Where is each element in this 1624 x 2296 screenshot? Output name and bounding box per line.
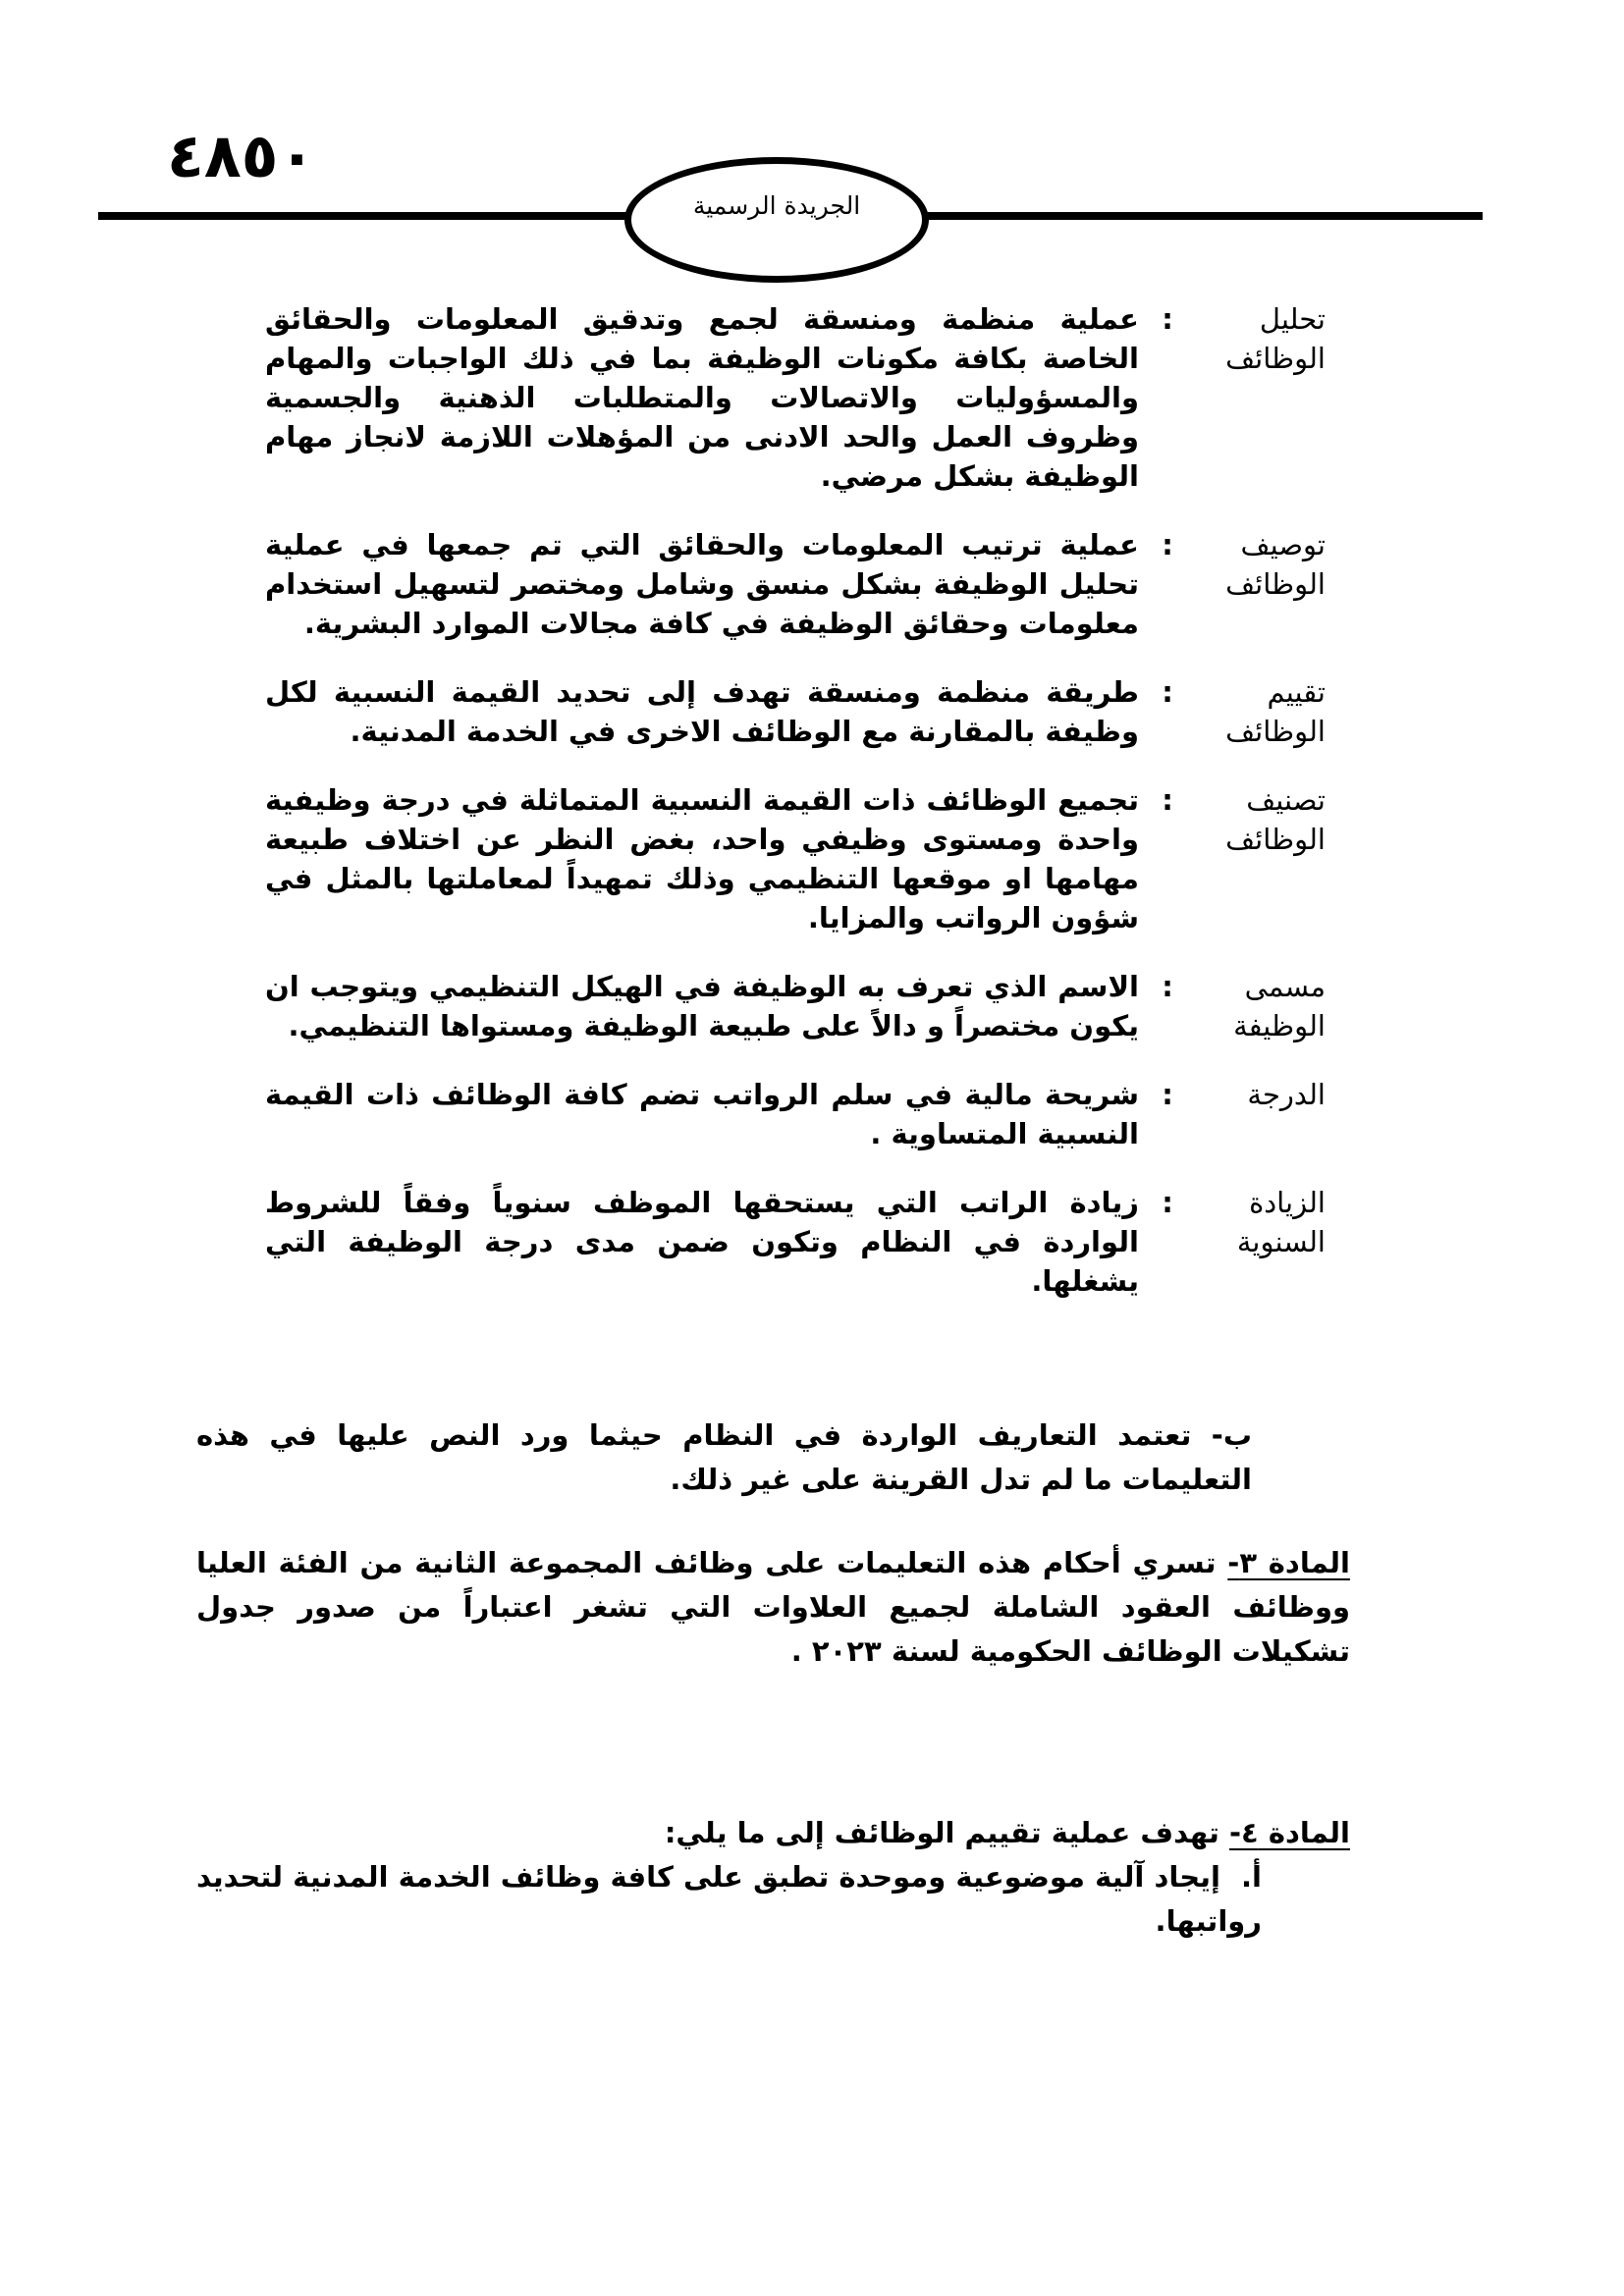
definition-row bbox=[265, 525, 1326, 643]
definition-separator: : bbox=[1162, 528, 1173, 561]
definitions-list bbox=[265, 299, 1326, 1330]
definition-separator: : bbox=[1162, 783, 1173, 817]
header-oval bbox=[624, 157, 929, 283]
definition-term: تصنيف الوظائف bbox=[1225, 783, 1326, 856]
definition-text: طريقة منظمة ومنسقة تهدف إلى تحديد القيمة النسبية لكل وظيفة بالمقارنة مع الوظائف الاخرى في الخدمة المدنية. bbox=[265, 675, 1139, 748]
definition-separator: : bbox=[1162, 675, 1173, 709]
definition-separator: : bbox=[1162, 1078, 1173, 1111]
definition-term: الدرجة bbox=[1247, 1078, 1326, 1111]
item-text: إيجاد آلية موضوعية وموحدة تطبق على كافة وظائف الخدمة المدنية لتحديد رواتبها. bbox=[196, 1860, 1262, 1938]
article-3-label: المادة ٣- bbox=[1227, 1546, 1350, 1579]
article-4-heading bbox=[196, 1811, 1350, 1855]
definition-separator: : bbox=[1162, 302, 1173, 336]
item-letter: أ. bbox=[1241, 1860, 1262, 1894]
definition-text: عملية منظمة ومنسقة لجمع وتدقيق المعلومات والحقائق الخاصة بكافة مكونات الوظيفة بما في ذلك الواجبات والمهام والمسؤوليات والاتصالات والمتطلبات الذهنية والجسمية وظروف العمل والحد الادنى من المؤهلات اللازمة لانجاز مهام الوظيفة بشكل مرضي. bbox=[265, 302, 1139, 493]
article-4-intro: تهدف عملية تقييم الوظائف إلى ما يلي: bbox=[664, 1816, 1219, 1849]
definition-term: توصيف الوظائف bbox=[1225, 528, 1326, 601]
article-3-text: تسري أحكام هذه التعليمات على وظائف المجموعة الثانية من الفئة العليا ووظائف العقود الشاملة لجميع العلاوات التي تشغر اعتباراً من صدور جدول تشكيلات الوظائف الحكومية لسنة ٢٠٢٣ . bbox=[196, 1546, 1350, 1668]
definition-row bbox=[265, 672, 1326, 751]
article-4-item bbox=[196, 1855, 1350, 1944]
definition-text: زيادة الراتب التي يستحقها الموظف سنوياً وفقاً للشروط الواردة في النظام وتكون ضمن مدى درجة الوظيفة التي يشغلها. bbox=[265, 1186, 1139, 1298]
definition-separator: : bbox=[1162, 970, 1173, 1003]
page-number: ٤٨٥٠ bbox=[167, 120, 316, 191]
definition-text: شريحة مالية في سلم الرواتب تضم كافة الوظائف ذات القيمة النسبية المتساوية . bbox=[265, 1078, 1139, 1150]
definition-term: تحليل الوظائف bbox=[1225, 302, 1326, 375]
definition-row bbox=[265, 1075, 1326, 1153]
definition-term: مسمى الوظيفة bbox=[1233, 970, 1326, 1042]
definition-row bbox=[265, 967, 1326, 1045]
gazette-title: الجريدة الرسمية bbox=[692, 191, 861, 220]
definition-term: الزيادة السنوية bbox=[1236, 1186, 1326, 1258]
definition-term: تقييم الوظائف bbox=[1225, 675, 1326, 748]
article-4 bbox=[196, 1811, 1350, 1944]
definition-separator: : bbox=[1162, 1186, 1173, 1219]
definition-text: الاسم الذي تعرف به الوظيفة في الهيكل التنظيمي ويتوجب ان يكون مختصراً و دالاً على طبيعة الوظيفة ومستواها التنظيمي. bbox=[265, 970, 1139, 1042]
definition-row bbox=[265, 299, 1326, 496]
article-3 bbox=[196, 1541, 1350, 1674]
definition-row bbox=[265, 780, 1326, 937]
article-4-label: المادة ٤- bbox=[1228, 1816, 1350, 1849]
definition-row bbox=[265, 1183, 1326, 1301]
definition-text: تجميع الوظائف ذات القيمة النسبية المتماثلة في درجة وظيفية واحدة ومستوى وظيفي واحد، بغض النظر عن اختلاف طبيعة مهامها او موقعها التنظيمي وذلك تمهيداً لمعاملتها بالمثل في شؤون الرواتب والمزايا. bbox=[265, 783, 1139, 934]
paragraph-b: ب- تعتمد التعاريف الواردة في النظام حيثما ورد النص عليها في هذه التعليمات ما لم تدل القرينة على غير ذلك. bbox=[196, 1418, 1252, 1496]
definition-text: عملية ترتيب المعلومات والحقائق التي تم جمعها في عملية تحليل الوظيفة بشكل منسق وشامل ومختصر لتسهيل استخدام معلومات وحقائق الوظيفة في كافة مجالات الموارد البشرية. bbox=[265, 528, 1139, 640]
